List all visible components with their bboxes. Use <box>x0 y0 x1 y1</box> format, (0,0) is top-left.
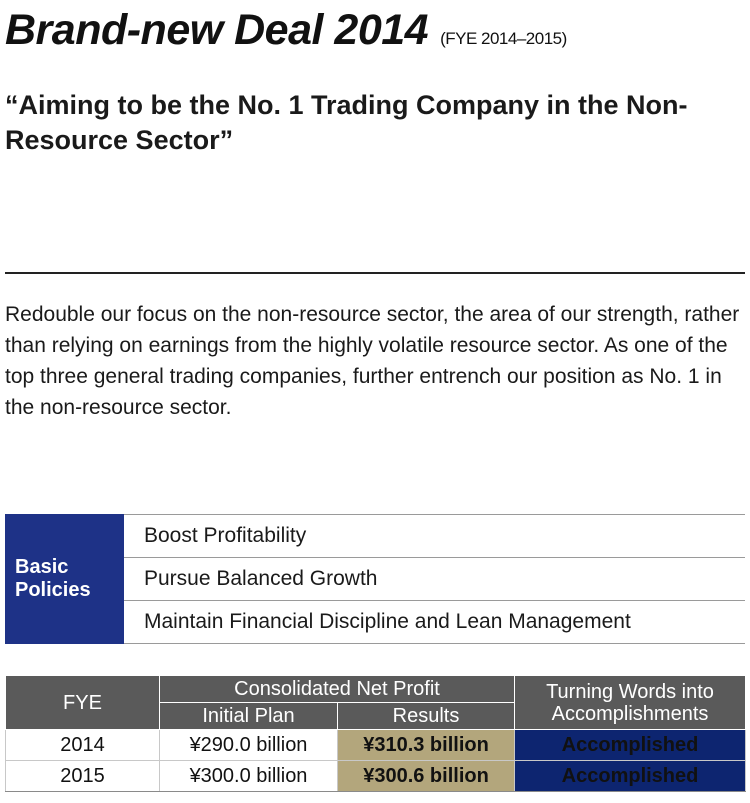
basic-policies <box>5 514 745 644</box>
policy-item: Maintain Financial Discipline and Lean Management <box>124 600 745 644</box>
table-row <box>6 761 746 792</box>
title-period: (FYE 2014–2015) <box>440 29 567 48</box>
cell-year: 2015 <box>6 761 160 792</box>
cell-status: Accomplished <box>515 730 746 761</box>
cell-status: Accomplished <box>515 761 746 792</box>
description: Redouble our focus on the non-resource sector, the area of our strength, rather than relying on earnings from the highly volatile resource sector. As one of the top three general trading companies, further entrench our position as No. 1 in the non-resource sector. <box>5 303 740 419</box>
header-initial-plan: Initial Plan <box>160 703 338 730</box>
cell-plan: ¥290.0 billion <box>160 730 338 761</box>
cell-plan: ¥300.0 billion <box>160 761 338 792</box>
cell-result: ¥300.6 billion <box>338 761 515 792</box>
cell-result: ¥310.3 billion <box>338 730 515 761</box>
header-turning-words: Turning Words into Accomplishments <box>515 676 746 730</box>
slogan: “Aiming to be the No. 1 Trading Company in the Non-Resource Sector” <box>5 90 688 155</box>
policy-item: Boost Profitability <box>124 514 745 557</box>
policy-item: Pursue Balanced Growth <box>124 557 745 600</box>
header-fye: FYE <box>6 676 160 730</box>
policies-list <box>124 514 745 644</box>
table-row <box>6 730 746 761</box>
title-row <box>5 6 567 55</box>
header-consolidated-net-profit: Consolidated Net Profit <box>160 676 515 703</box>
header-results: Results <box>338 703 515 730</box>
cell-year: 2014 <box>6 730 160 761</box>
page-title: Brand-new Deal 2014 <box>5 6 429 54</box>
results-table <box>5 675 746 792</box>
basic-policies-label: Basic Policies <box>5 514 124 644</box>
divider <box>5 272 745 274</box>
